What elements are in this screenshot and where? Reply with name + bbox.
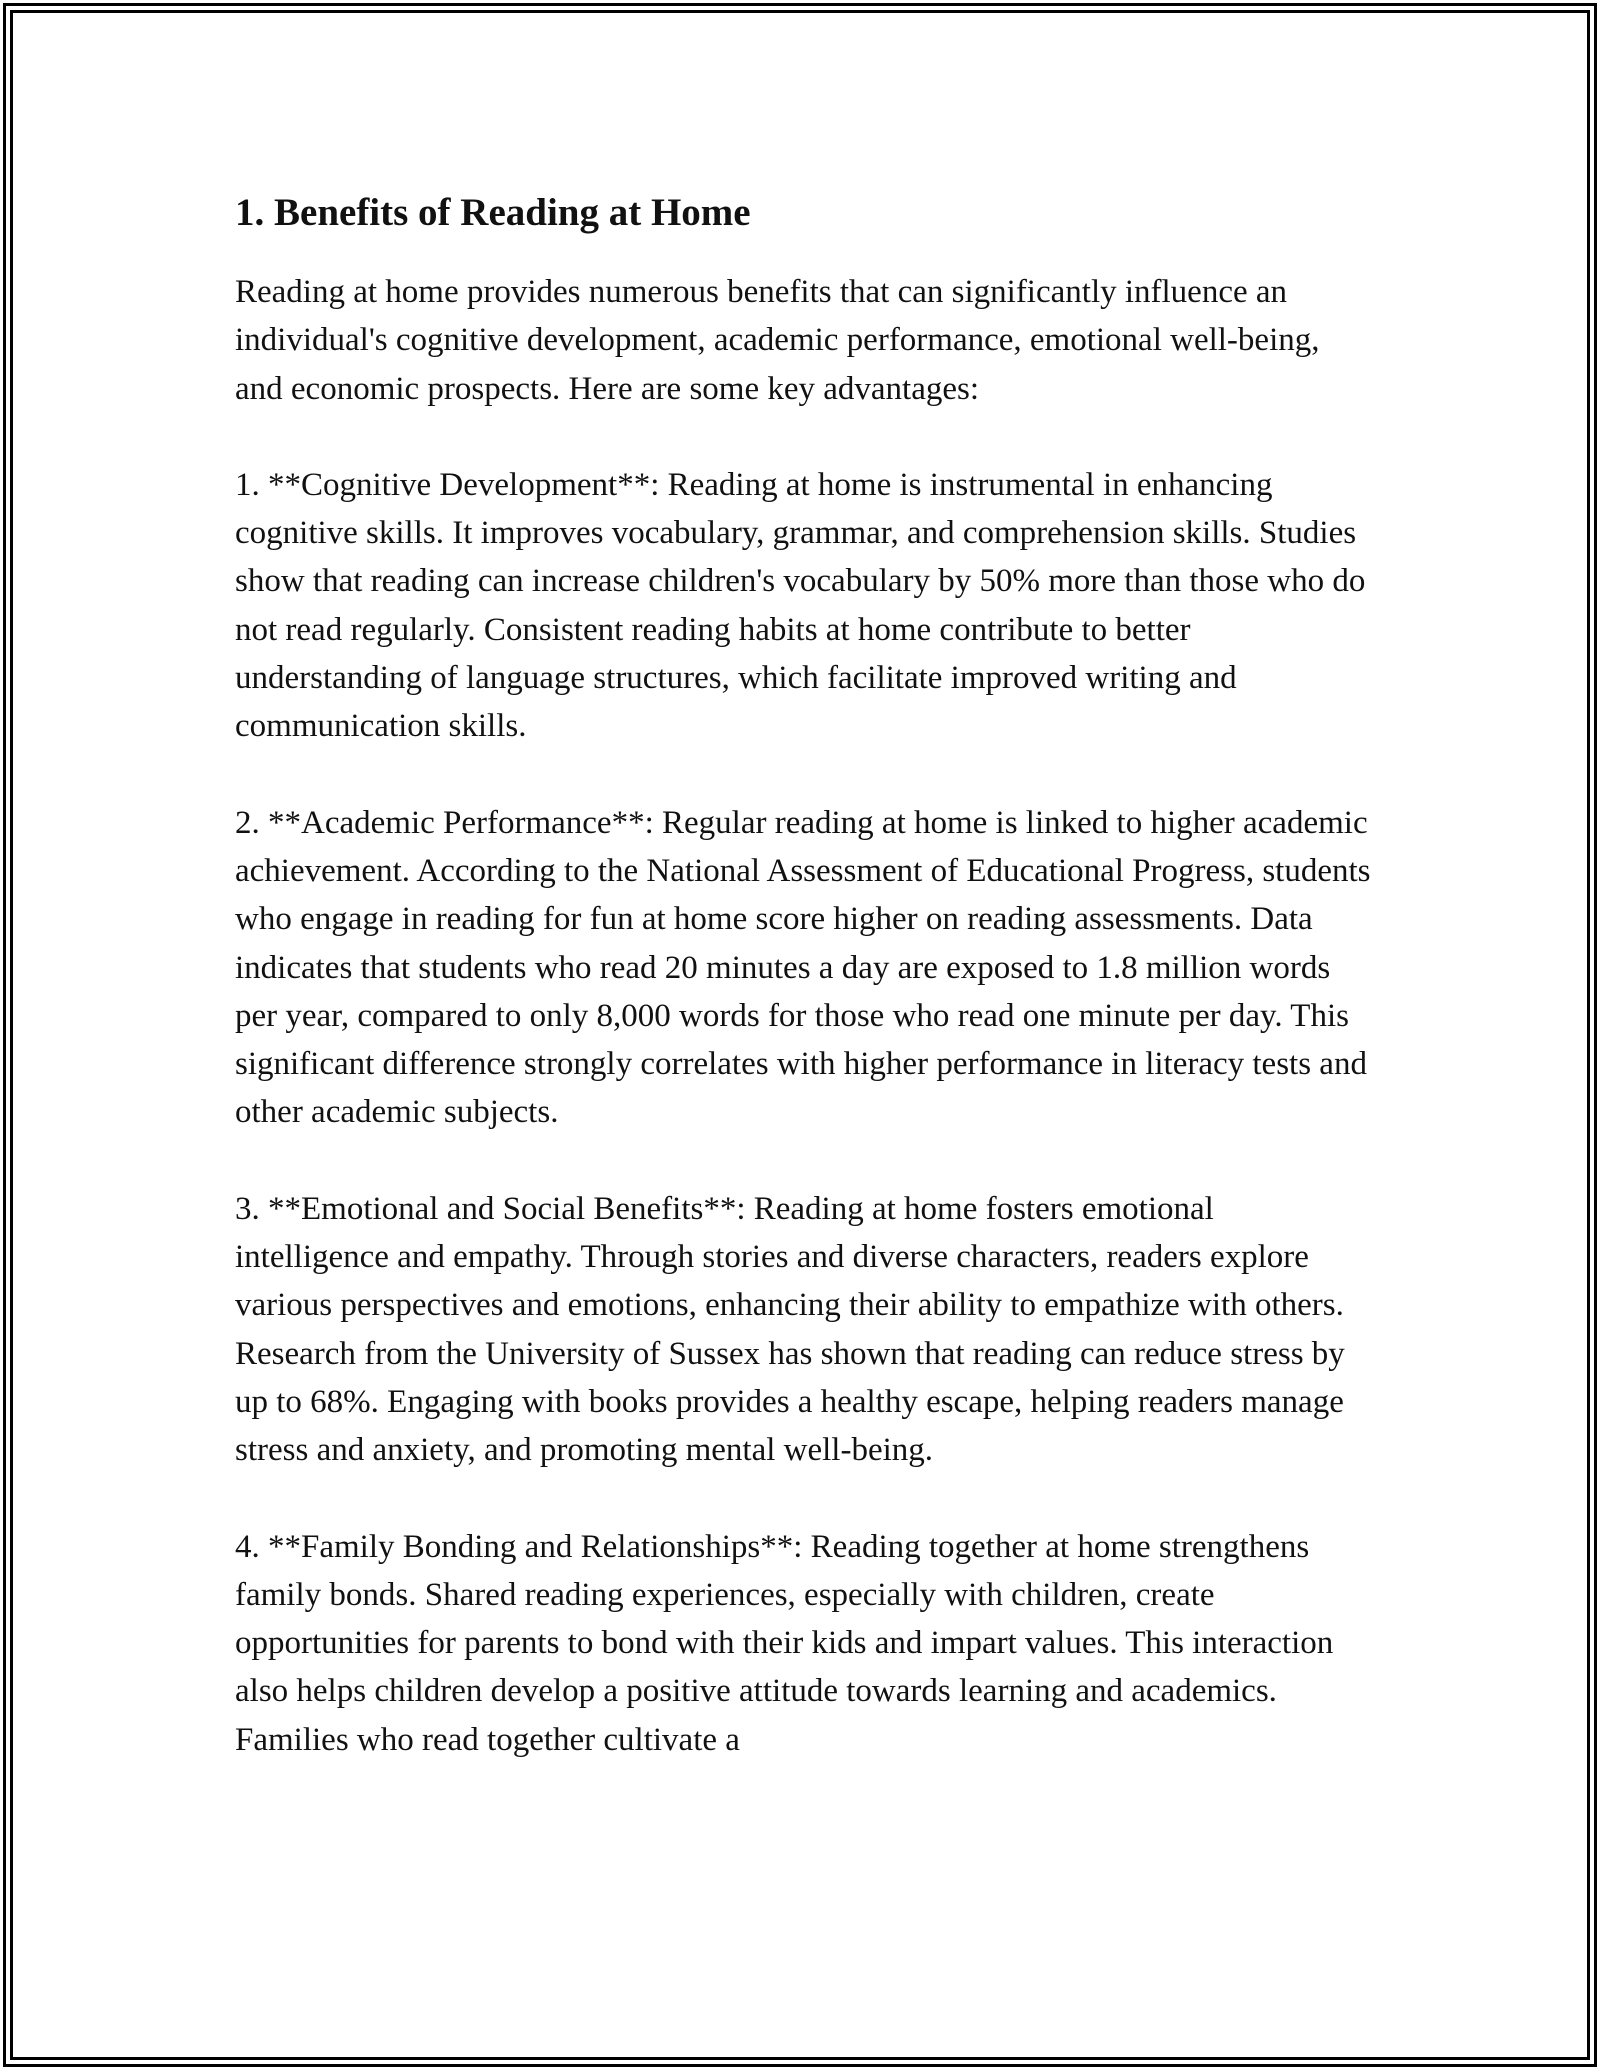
intro-paragraph: Reading at home provides numerous benefits that can significantly influence an individual's cognitive development, academic performance, emotional well-being, and economic prospects. Here are some key advantages: (235, 274, 1320, 407)
emotional-social-benefits-paragraph: 3. **Emotional and Social Benefits**: Reading at home fosters emotional intelligence and empathy. Through stories and diverse characters, readers explore various perspectives and emotions, enhancing their ability to empathize with others. Research from the University of Sussex has shown that reading can reduce stress by up to 68%. Engaging with books provides a healthy escape, helping readers manage stress and anxiety, and promoting mental well-being. (235, 1190, 1345, 1469)
cognitive-development-paragraph: 1. **Cognitive Development**: Reading at home is instrumental in enhancing cognitive skills. It improves vocabulary, grammar, and comprehension skills. Studies show that reading can increase children's vocabulary by 50% more than those who do not read regularly. Consistent reading habits at home contribute to better understanding of language structures, which facilitate improved writing and communication skills. (235, 466, 1366, 745)
section-heading: 1. Benefits of Reading at Home (235, 191, 751, 234)
document-body (235, 188, 1375, 1764)
family-bonding-paragraph: 4. **Family Bonding and Relationships**: Reading together at home strengthens family bonds. Shared reading experiences, especially with children, create opportunities for parents to bond with their kids and impart values. This interaction also helps children develop a positive attitude towards learning and academics. Families who read together cultivate a (235, 1528, 1334, 1758)
academic-performance-paragraph: 2. **Academic Performance**: Regular reading at home is linked to higher academic achievement. According to the National Assessment of Educational Progress, students who engage in reading for fun at home score higher on reading assessments. Data indicates that students who read 20 minutes a day are exposed to 1.8 million words per year, compared to only 8,000 words for those who read one minute per day. This significant difference strongly correlates with higher performance in literacy tests and other academic subjects. (235, 804, 1371, 1131)
